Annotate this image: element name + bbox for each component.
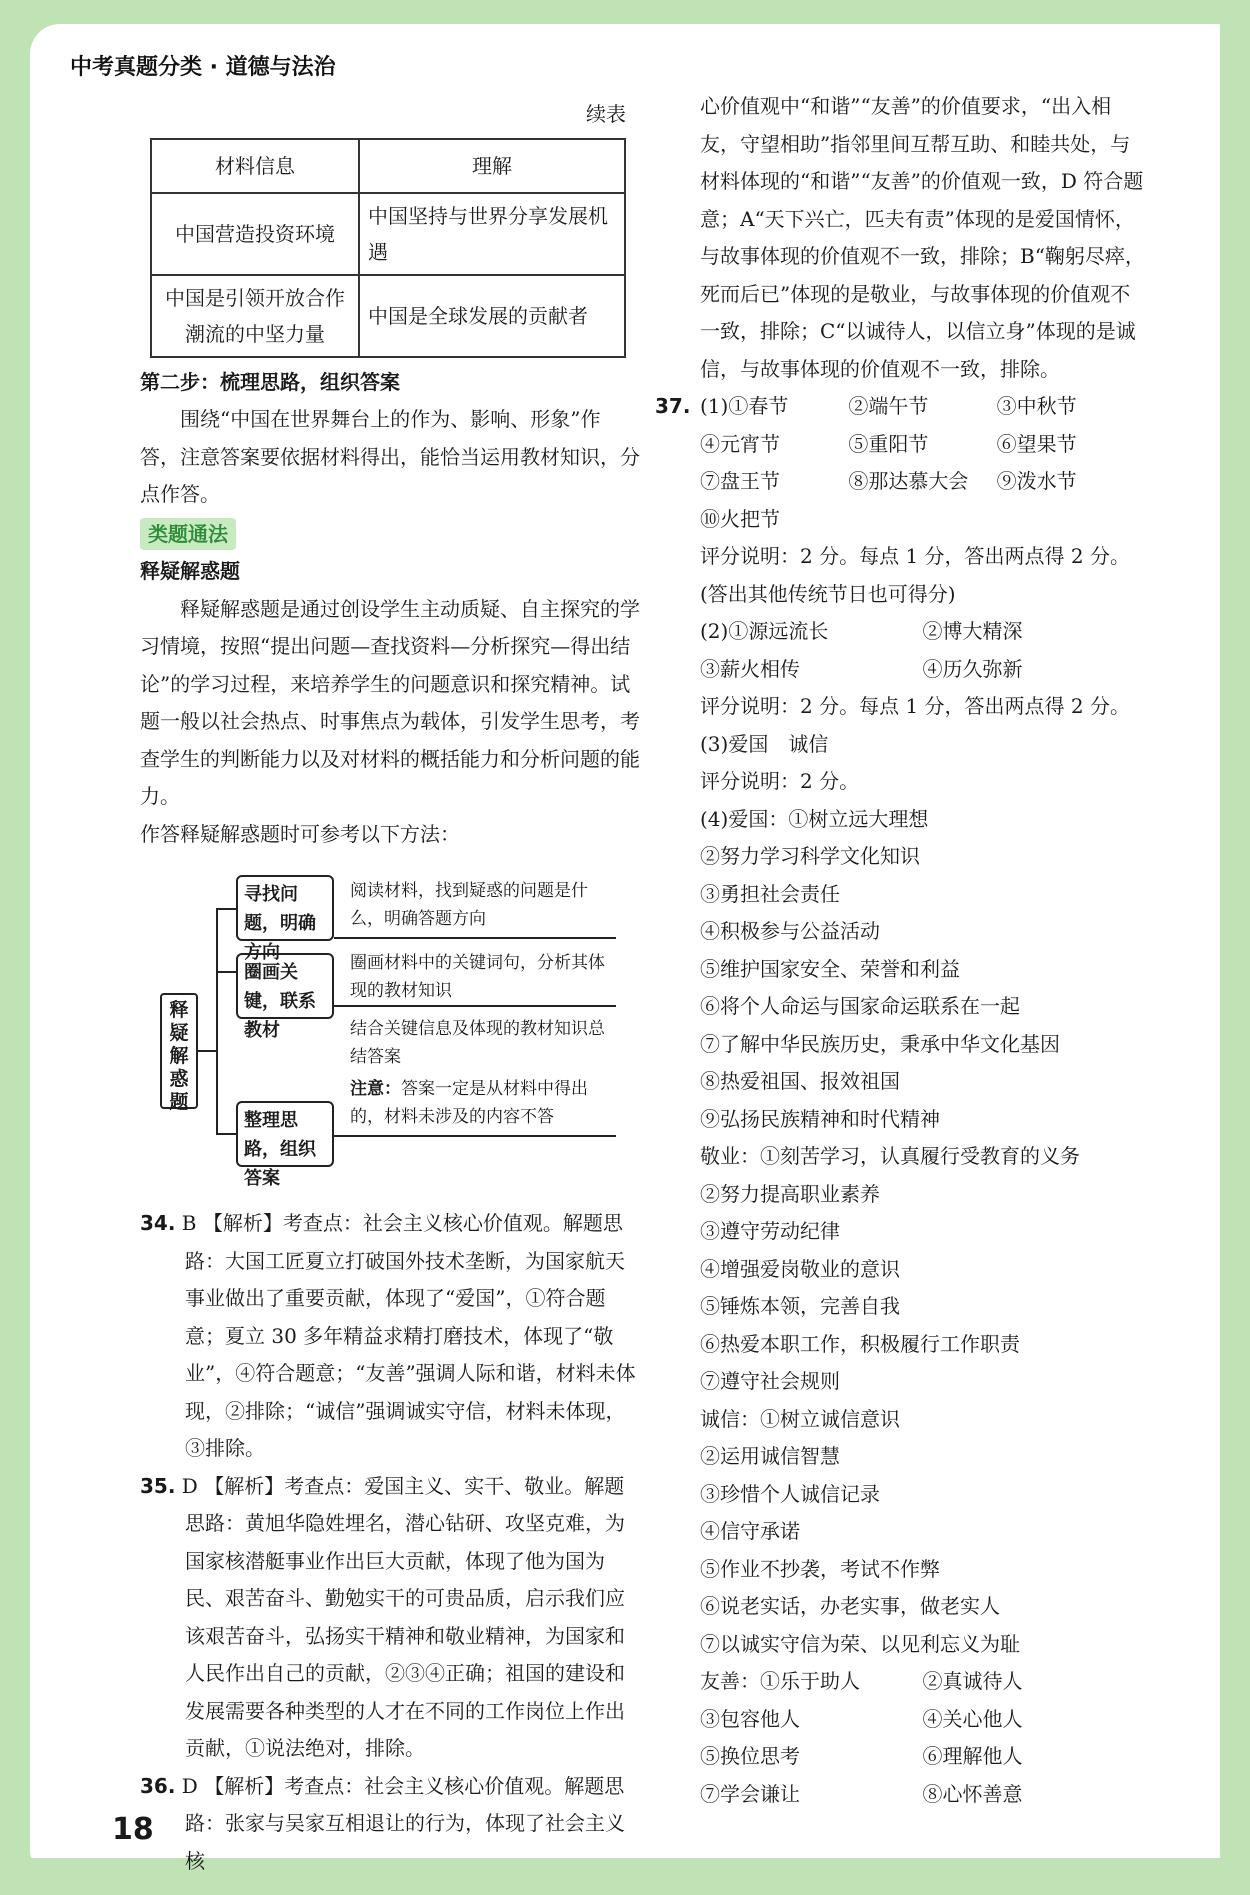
table-row xyxy=(151,193,625,275)
answer-list xyxy=(700,801,1145,1664)
answer-item: ②端午节 xyxy=(848,394,929,418)
answer-list xyxy=(700,1663,1145,1813)
underline xyxy=(334,937,616,939)
question-number: 37. xyxy=(655,394,691,418)
connector xyxy=(216,908,236,910)
question-36 xyxy=(140,1768,640,1881)
table-row xyxy=(151,275,625,357)
answer-row xyxy=(700,388,1145,426)
answer-item: ⑤重阳节 xyxy=(848,431,929,456)
answer-line: ⑦以诚实守信为荣、以见利忘义为耻 xyxy=(700,1631,1020,1656)
question-answer: D 【解析】考查点：爱国主义、实干、敬业。解题思路：黄旭华隐姓埋名，潜心钻研、攻坚克难，为国家核潜艇事业作出巨大贡献，体现了他为国为民、艰苦奋斗、勤勉实干的可贵品质，启示我们应该艰苦奋斗，弘扬实干精神和敬业精神，为国家和人民作出自己的贡献，②③④正确；祖国的建设和发展需要各种类型的人才在不同的工作岗位上作出贡献，①说法绝对，排除。 xyxy=(181,1473,625,1760)
table-header-understanding: 理解 xyxy=(359,139,625,193)
answer-line: ③珍惜个人诚信记录 xyxy=(700,1481,880,1506)
question-number: 35. xyxy=(140,1473,176,1498)
answer-line: ②努力学习科学文化知识 xyxy=(700,844,920,868)
answer-line: ④信守承诺 xyxy=(700,1519,800,1543)
answer-item: ③薪火相传 xyxy=(700,656,800,681)
score-note: 评分说明：2 分。每点 1 分，答出两点得 2 分。(答出其他传统节日也可得分) xyxy=(700,544,1130,606)
answer-line: ⑨弘扬民族精神和时代精神 xyxy=(700,1106,940,1131)
answer-line: ⑥将个人命运与国家命运联系在一起 xyxy=(700,994,1020,1018)
answer-item: ⑧那达慕大会 xyxy=(848,469,969,493)
answer-line: ⑤锤炼本领，完善自我 xyxy=(700,1294,900,1318)
method-title: 释疑解惑题 xyxy=(140,559,240,583)
answer-item: ⑥望果节 xyxy=(996,431,1077,456)
answer-line: ⑥热爱本职工作，积极履行工作职责 xyxy=(700,1331,1020,1356)
answer-line: 敬业：①刻苦学习，认真履行受教育的义务 xyxy=(700,1144,1080,1168)
answer-line: ②努力提高职业素养 xyxy=(700,1181,880,1206)
question-37 xyxy=(655,388,1145,1813)
answer-row xyxy=(700,651,1145,689)
answer-line: ⑤作业不抄袭，考试不作弊 xyxy=(700,1556,940,1581)
method-tag: 类题通法 xyxy=(140,518,236,550)
answer-item: ⑩火把节 xyxy=(700,506,780,531)
right-column xyxy=(655,88,1145,1813)
answer-item: ③中秋节 xyxy=(996,394,1077,418)
answer-row xyxy=(700,613,1145,651)
answer-line: ⑥说老实话，办老实事，做老实人 xyxy=(700,1594,1000,1618)
answer-row xyxy=(700,1776,1145,1814)
table-cell: 中国是引领开放合作潮流的中坚力量 xyxy=(151,275,359,357)
answer-item: ④元宵节 xyxy=(700,431,780,456)
step2-text: 围绕“中国在世界舞台上的作为、影响、形象”作答，注意答案要依据材料得出，能恰当运用教材知识，分点作答。 xyxy=(140,407,640,506)
answer-row xyxy=(700,1738,1145,1776)
answer-line: ⑤维护国家安全、荣誉和利益 xyxy=(700,956,960,981)
score-note: 评分说明：2 分。 xyxy=(700,769,860,793)
question-35 xyxy=(140,1468,640,1768)
answer-row xyxy=(700,1701,1145,1739)
answer-row xyxy=(700,426,1145,464)
diagram-step-box: 寻找问题，明确方向 xyxy=(236,875,334,941)
question-34 xyxy=(140,1205,640,1468)
diagram-step-text: 阅读材料，找到疑惑的问题是什么，明确答题方向 xyxy=(350,881,588,929)
underline xyxy=(334,1135,616,1137)
answer-line: ③遵守劳动纪律 xyxy=(700,1219,840,1243)
connector xyxy=(216,908,218,1133)
diagram-step-box: 整理思路，组织答案 xyxy=(236,1101,334,1167)
answer-item: ④历久弥新 xyxy=(922,656,1023,681)
answer-line: 诚信：①树立诚信意识 xyxy=(700,1406,900,1431)
diagram-step-text: 圈画材料中的关键词句，分析其体现的教材知识 xyxy=(350,953,605,1001)
left-column xyxy=(140,96,640,1880)
underline xyxy=(334,1005,616,1007)
answer-line: ④积极参与公益活动 xyxy=(700,919,880,943)
answer-line: ④增强爱岗敬业的意识 xyxy=(700,1256,900,1281)
answer-line: ⑦了解中华民族历史，秉承中华文化基因 xyxy=(700,1031,1060,1056)
answer-item: (2)①源远流长 xyxy=(700,619,829,643)
note-text: 答案一定是从材料中得出的，材料未涉及的内容不答 xyxy=(350,1079,588,1127)
table-cell: 中国坚持与世界分享发展机遇 xyxy=(359,193,625,275)
answer-row xyxy=(700,1663,1145,1701)
answer-row xyxy=(700,501,1145,539)
table-cell: 中国营造投资环境 xyxy=(151,193,359,275)
table-cell: 中国是全球发展的贡献者 xyxy=(359,275,625,357)
question-answer: D 【解析】考查点：社会主义核心价值观。解题思路：张家与吴家互相退让的行为，体现了社会主义核 xyxy=(181,1773,625,1873)
answer-line: ③勇担社会责任 xyxy=(700,881,840,906)
score-note: 评分说明：2 分。每点 1 分，答出两点得 2 分。 xyxy=(700,694,1130,718)
diagram-step-text: 结合关键信息及体现的教材知识总结答案 xyxy=(350,1019,605,1067)
answer-item: ⑦盘王节 xyxy=(700,469,780,493)
answer-row xyxy=(700,463,1145,501)
answer-item: 友善：①乐于助人 xyxy=(700,1669,860,1693)
info-table xyxy=(150,138,626,358)
question-number: 34. xyxy=(140,1211,176,1235)
method-intro: 作答释疑解惑题时可参考以下方法： xyxy=(140,821,460,846)
answer-item: ⑨泼水节 xyxy=(996,469,1077,493)
diagram-step-box: 圈画关键，联系教材 xyxy=(236,953,334,1019)
answer-item: ③包容他人 xyxy=(700,1706,800,1731)
answer-item: ⑤换位思考 xyxy=(700,1744,800,1768)
note-label: 注意： xyxy=(350,1079,401,1099)
connector xyxy=(216,971,236,973)
page-header-title: 中考真题分类 · 道德与法治 xyxy=(70,55,336,80)
step2-title: 第二步：梳理思路，组织答案 xyxy=(140,369,400,394)
method-diagram xyxy=(140,853,640,1205)
method-text: 释疑解惑题是通过创设学生主动质疑、自主探究的学习情境，按照“提出问题—查找资料—分析探究—得出结论”的学习过程，来培养学生的问题意识和探究精神。试题一般以社会热点、时事焦点为载体，引发学生思考，考查学生的判断能力以及对材料的概括能力和分析问题的能力。 xyxy=(140,596,640,808)
answer-item: ④关心他人 xyxy=(922,1706,1023,1731)
answer-item: ②博大精深 xyxy=(922,619,1023,643)
answer-line: ⑦遵守社会规则 xyxy=(700,1369,840,1393)
diagram-root: 释疑解惑题 xyxy=(160,993,198,1109)
answer-line: ⑧热爱祖国、报效祖国 xyxy=(700,1069,900,1093)
continued-label: 续表 xyxy=(586,102,626,126)
question-36-continued: 心价值观中“和谐”“友善”的价值要求，“出入相友，守望相助”指邻里间互帮互助、和睦共处，与材料体现的“和谐”“友善”的价值观一致，D 符合题意；A“天下兴亡，匹夫有责”体现的是爱国情怀，与故事体现的价值观不一致，排除；B“鞠躬尽瘁，死而后已”体现的是敬业，与故事体现的价值观不一致，排除；C“以诚待人，以信立身”体现的是诚信，与故事体现的价值观不一致，排除。 xyxy=(700,94,1145,381)
answer-line: ②运用诚信智慧 xyxy=(700,1444,840,1468)
answer-item: ⑥理解他人 xyxy=(922,1744,1023,1768)
question-answer: B 【解析】考查点：社会主义核心价值观。解题思路：大国工匠夏立打破国外技术垄断，为国家航天事业做出了重要贡献，体现了“爱国”，①符合题意；夏立 30 多年精益求精打磨技术，体现了“敬业”，④符合题意；“友善”强调人际和谐，材料未体现，②排除；“诚信”强调诚实守信，材料未体现，③排除。 xyxy=(181,1211,636,1460)
diagram-note xyxy=(350,1075,620,1131)
connector xyxy=(216,1133,236,1135)
connector xyxy=(198,1050,216,1052)
answer-item: ②真诚待人 xyxy=(922,1669,1023,1693)
answer-line: (4)爱国：①树立远大理想 xyxy=(700,806,929,831)
answer-item: (1)①春节 xyxy=(700,394,789,418)
answer-item: ⑦学会谦让 xyxy=(700,1781,800,1806)
question-number: 36. xyxy=(140,1773,176,1798)
answer-line: (3)爱国 诚信 xyxy=(700,731,829,756)
page-number: 18 xyxy=(112,1812,154,1847)
table-header-material: 材料信息 xyxy=(151,139,359,193)
answer-item: ⑧心怀善意 xyxy=(922,1781,1023,1806)
